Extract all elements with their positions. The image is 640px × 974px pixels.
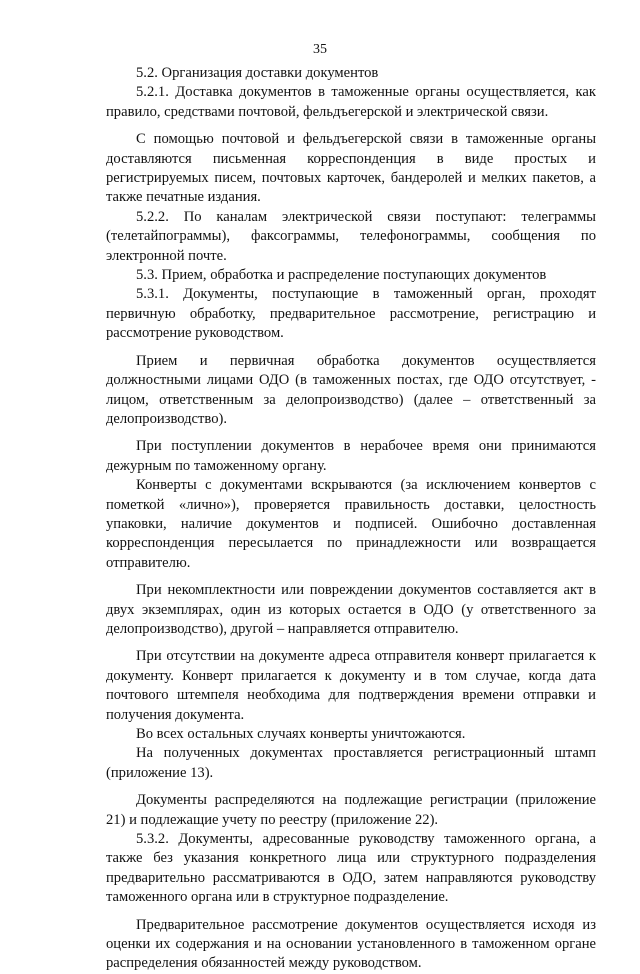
paragraph-5-2-1: 5.2.1. Доставка документов в таможенные органы осуществляется, как правило, средствами почтовой, фельдъегерской и электрической связи.: [106, 84, 596, 120]
paragraph-initial-processing: Прием и первичная обработка документов осуществляется должностными лицами ОДО (в таможенных постах, где ОДО отсутствует, - лицом, ответственным за делопроизводство) (далее – ответственный за делопроизводство).: [106, 352, 596, 427]
paragraph-damaged-documents: При некомплектности или повреждении документов составляется акт в двух экземплярах, один из которых остается в ОДО (у ответственного за делопроизводство), другой – направляется отправителю.: [106, 582, 596, 637]
paragraph-postal-delivery: С помощью почтовой и фельдъегерской связи в таможенные органы доставляются письменная корреспонденция в виде простых и регистрируемых писем, почтовых карточек, бандеролей и мелких пакетов, а также печатные издания.: [106, 131, 596, 206]
paragraph-5-2-2: 5.2.2. По каналам электрической связи поступают: телеграммы (телетайпограммы), факсограммы, телефонограммы, сообщения по электронной почте.: [106, 208, 596, 264]
paragraph-sender-address: При отсутствии на документе адреса отправителя конверт прилагается к документу. Конверт прилагается к документу и в том случае, когда дата почтового штемпеля необходима для подтверждения времени отправки и получения документа.: [106, 648, 596, 723]
document-body: [106, 64, 596, 974]
paragraph-envelopes: Конверты с документами вскрываются (за исключением конвертов с пометкой «лично»), проверяется правильность доставки, целостность упаковки, наличие документов и подписей. Ошибочно доставленная корреспонденция пересылается по принадлежности или возвращается отправителю.: [106, 477, 596, 571]
paragraph-preliminary-review: Предварительное рассмотрение документов осуществляется исходя из оценки их содержания и на основании установленного в таможенном органе распределения обязанностей между руководством.: [106, 916, 596, 972]
paragraph-non-working-hours: При поступлении документов в нерабочее время они принимаются дежурным по таможенному органу.: [106, 438, 596, 474]
page-number: 35: [313, 42, 327, 57]
paragraph-registration-stamp: На полученных документах проставляется регистрационный штамп (приложение 13).: [106, 745, 596, 781]
paragraph-envelopes-destroyed: Во всех остальных случаях конверты уничтожаются.: [136, 726, 466, 742]
paragraph-5-3-1: 5.3.1. Документы, поступающие в таможенный орган, проходят первичную обработку, предварительное рассмотрение, регистрацию и рассмотрение руководством.: [106, 286, 596, 342]
section-heading-5-2: 5.2. Организация доставки документов: [136, 65, 379, 81]
section-heading-5-3: 5.3. Прием, обработка и распределение поступающих документов: [136, 267, 547, 284]
paragraph-distribution: Документы распределяются на подлежащие регистрации (приложение 21) и подлежащие учету по реестру (приложение 22).: [106, 792, 596, 828]
paragraph-5-3-2: 5.3.2. Документы, адресованные руководству таможенного органа, а также без указания конкретного лица или структурного подразделения предварительно рассматриваются в ОДО, затем направляются руководству таможенного органа или в структурное подразделение.: [106, 831, 596, 906]
